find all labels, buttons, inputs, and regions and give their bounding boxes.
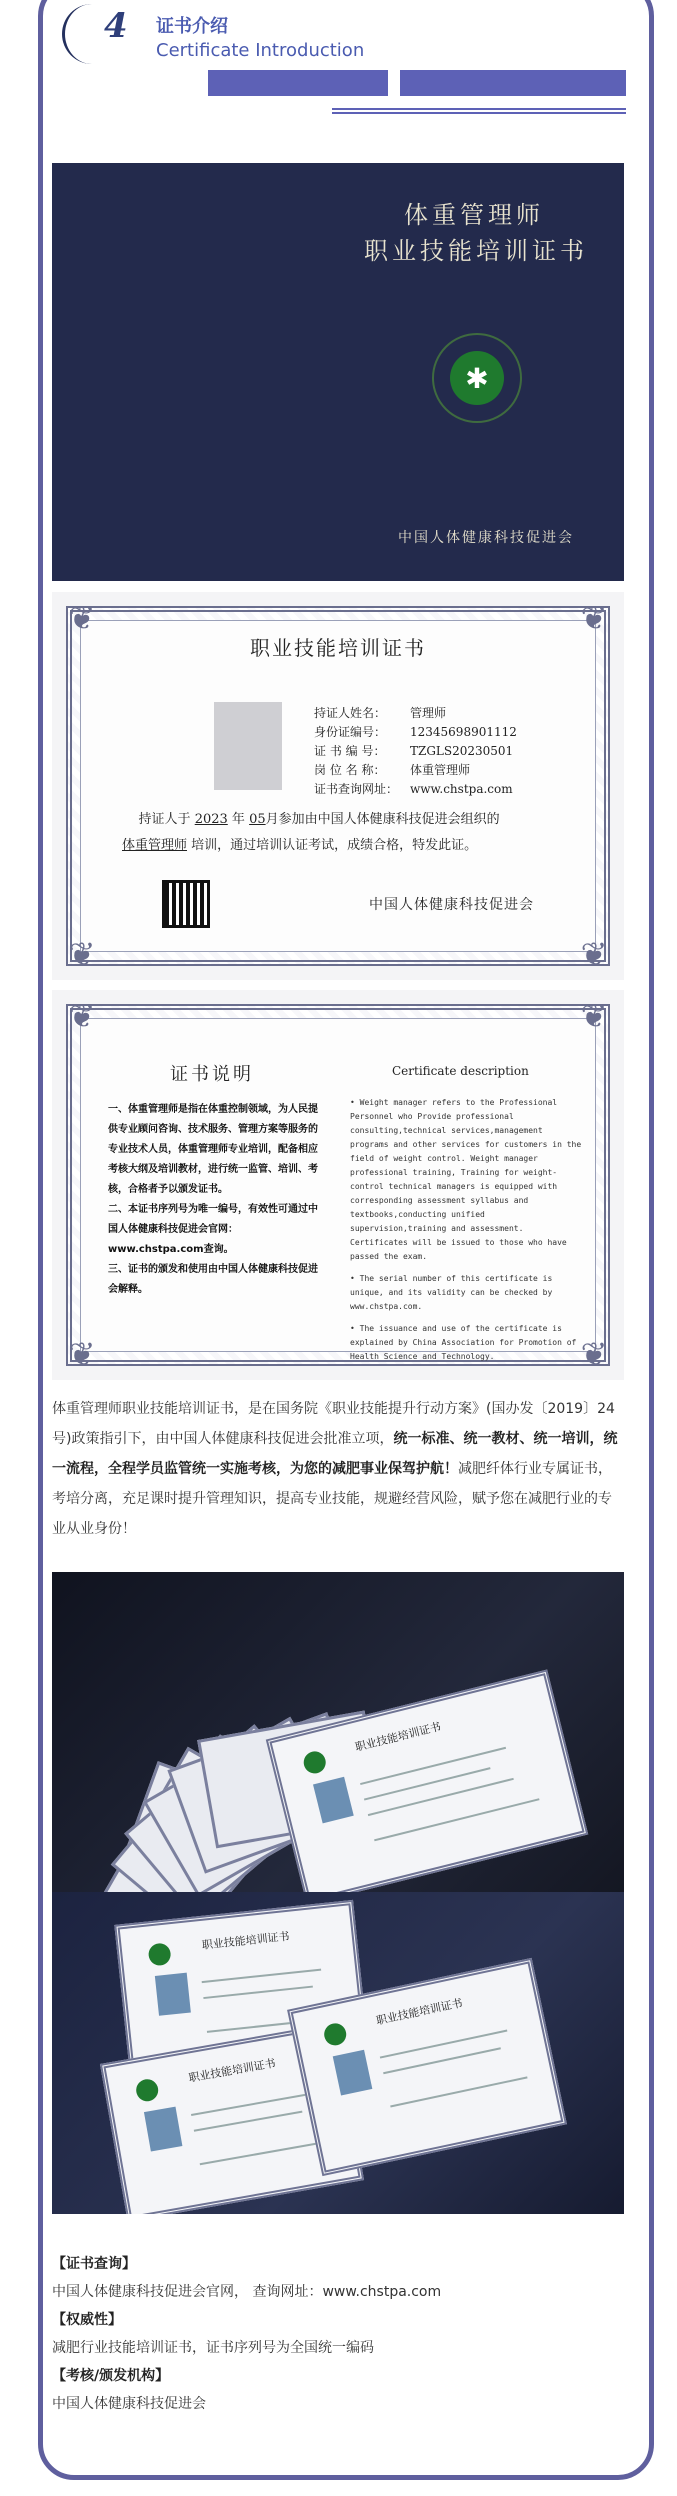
year-value: 2023 xyxy=(194,812,228,827)
description-zh-item: 二、本证书序列号为唯一编号，有效性可通过中国人体健康科技促进会官网：www.chstpa.com查询。 xyxy=(108,1204,318,1255)
query-heading: 【证书查询】 xyxy=(52,2256,136,2272)
description-zh xyxy=(108,1100,326,1300)
field-value: www.chstpa.com xyxy=(410,782,513,796)
description-zh-item: 一、体重管理师是指在体重控制领域，为人民提供专业顾问咨询、技术服务、管理方案等服务的专业技术人员，体重管理师专业培训，配备相应考核大纲及培训教材，进行统一监管、培训、考核，合格者予以颁发证书。 xyxy=(108,1104,318,1195)
certificate-card xyxy=(266,1669,589,1892)
intro-text: 体重管理师职业技能培训证书，是在国务院《职业技能提升行动方案》(国办发〔2019〕24号)政策指引下，由中国人体健康科技促进会批准立项， xyxy=(52,1401,615,1447)
month-suffix: 月参加由中国人体健康科技促进会组织的 xyxy=(265,812,500,827)
field-label: 身份证编号： xyxy=(314,725,387,739)
card-title: 职业技能培训证书 xyxy=(353,1720,443,1754)
card-title: 职业技能培训证书 xyxy=(201,1929,291,1952)
ornament-icon: ❦ xyxy=(68,997,96,1035)
cover-title-line2: 职业技能培训证书 xyxy=(364,237,588,265)
section-title-en: Certificate Introduction xyxy=(156,40,365,61)
field-row xyxy=(314,780,517,799)
description-en-item: • The serial number of this certificate is unique, and its validity can be checked by www.chstpa.com. xyxy=(350,1274,553,1311)
ornament-icon: ❦ xyxy=(68,1335,96,1373)
card-title: 职业技能培训证书 xyxy=(187,2056,277,2085)
qr-code-icon xyxy=(162,880,210,928)
text-line xyxy=(390,2076,527,2107)
field-row xyxy=(314,742,517,761)
cover-org: 中国人体健康科技促进会 xyxy=(398,530,574,546)
field-row xyxy=(314,704,517,723)
card-title: 职业技能培训证书 xyxy=(374,1996,464,2028)
certificate-cover-image xyxy=(52,163,624,581)
ornament-icon: ❦ xyxy=(68,599,96,637)
description-title-zh: 证书说明 xyxy=(170,1064,254,1085)
course-name: 体重管理师 xyxy=(122,838,188,853)
field-row xyxy=(314,761,517,780)
authority-text: 减肥行业技能培训证书，证书序列号为全国统一编码 xyxy=(52,2340,374,2356)
certificates-stack-photo xyxy=(52,1892,624,2214)
ornament-icon: ❦ xyxy=(580,997,608,1035)
seal-icon xyxy=(301,1749,328,1776)
intro-paragraph xyxy=(52,1394,624,1544)
text-line xyxy=(374,1798,539,1841)
body-post: 培训，通过培训认证考试，成绩合格，特发此证。 xyxy=(191,838,478,853)
month-value: 05 xyxy=(249,812,266,827)
certificate-back-image xyxy=(52,990,624,1380)
header-bar-decoration xyxy=(400,70,626,96)
text-line xyxy=(194,2111,303,2132)
ornament-icon: ❦ xyxy=(580,599,608,637)
text-line xyxy=(202,1969,322,1984)
text-line xyxy=(364,1767,491,1800)
ornament-icon: ❦ xyxy=(580,935,608,973)
photo-placeholder xyxy=(214,702,282,790)
seal-icon xyxy=(134,2078,159,2103)
section-title-zh: 证书介绍 xyxy=(156,16,228,37)
field-label: 岗 位 名 称： xyxy=(314,763,386,777)
certificate-fields xyxy=(314,704,517,799)
description-en-item: • Weight manager refers to the Professional Personnel who Provide professional consulting,technical services,management programs and other services for customers in the field of weight control. Weight manager professional training, Training for weight-control technical managers is equipped with corresponding assessment syllabus and textbooks,conducting unified supervision,training and assessment. Certificates will be issued to those who have passed the exam. xyxy=(350,1098,582,1261)
certificate-front-image xyxy=(52,592,624,980)
issuer-heading: 【考核/颁发机构】 xyxy=(52,2368,170,2384)
header-bar-decoration xyxy=(208,70,388,96)
text-line xyxy=(200,2141,328,2166)
description-en xyxy=(350,1096,582,1372)
seal-icon xyxy=(322,2021,348,2047)
description-en-item: • The issuance and use of the certificate is explained by China Association for Promotion of Health Science and Technology. xyxy=(350,1324,577,1361)
field-value: 管理师 xyxy=(410,706,447,720)
certificate-org: 中国人体健康科技促进会 xyxy=(369,897,534,913)
cover-title-line1: 体重管理师 xyxy=(404,201,544,229)
intro-text: 减肥纤体行业专属证书，考培分离，充足课时提升管理知识，提高专业技能，规避经营风险，赋予您在减肥行业的专业从业身份！ xyxy=(52,1461,612,1537)
description-title-en: Certificate description xyxy=(392,1064,529,1078)
portrait-photo xyxy=(144,2107,182,2152)
certificate-body-text xyxy=(122,807,542,859)
flower-icon: ✱ xyxy=(450,351,504,405)
text-line xyxy=(360,1747,506,1785)
field-value: TZGLS20230501 xyxy=(410,744,514,758)
section-number: 4 xyxy=(104,6,128,46)
certificates-fan-photo xyxy=(52,1572,624,1892)
section-header xyxy=(0,0,677,130)
field-label: 持证人姓名： xyxy=(314,706,387,720)
certificate-title: 职业技能培训证书 xyxy=(250,636,426,660)
portrait-photo xyxy=(333,2050,373,2096)
ornament-icon: ❦ xyxy=(68,935,96,973)
portrait-photo xyxy=(313,1777,354,1824)
field-label: 证书查询网址： xyxy=(314,782,399,796)
ornament-icon: ❦ xyxy=(580,1335,608,1373)
portrait-photo xyxy=(155,1973,191,2016)
seal-icon xyxy=(148,1942,172,1966)
field-row xyxy=(314,723,517,742)
intro-bold-text: 统一标准、统一教材、统一培训，统一流程，全程学员监管统一实施考核，为您的减肥事业保驾护航！ xyxy=(52,1431,618,1477)
seal-icon xyxy=(432,333,522,423)
text-line xyxy=(380,2030,508,2059)
body-pre: 持证人于 xyxy=(138,812,191,827)
description-zh-item: 三、证书的颁发和使用由中国人体健康科技促进会解释。 xyxy=(108,1264,318,1295)
query-text: 中国人体健康科技促进会官网， 查询网址：www.chstpa.com xyxy=(52,2284,442,2300)
issuer-text: 中国人体健康科技促进会 xyxy=(52,2396,206,2412)
field-value: 体重管理师 xyxy=(410,763,471,777)
header-double-line xyxy=(332,108,626,114)
authority-heading: 【权威性】 xyxy=(52,2312,122,2328)
text-line xyxy=(203,1986,313,1999)
field-label: 证 书 编 号： xyxy=(314,744,386,758)
year-suffix: 年 xyxy=(231,812,245,827)
certificate-info xyxy=(52,2250,624,2418)
field-value: 12345698901112 xyxy=(410,725,517,739)
